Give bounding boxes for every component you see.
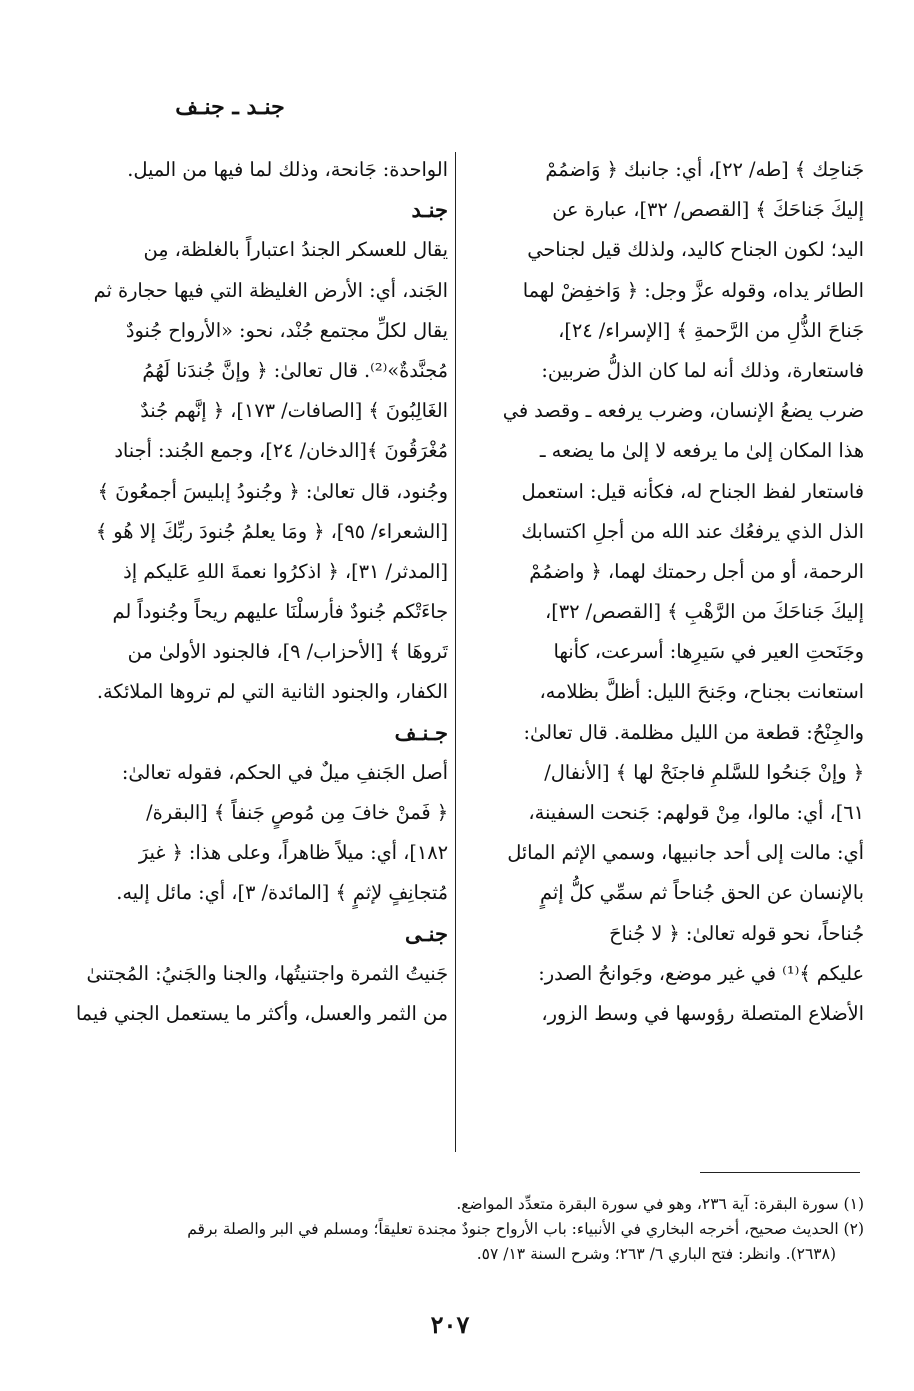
text-line: إليكَ جَناحَكَ ﴾ [القصص/ ٣٢]، عبارة عن	[552, 198, 864, 222]
text-line: وجُنود، قال تعالىٰ: ﴿ وجُنودُ إبليسَ أجمعُونَ ﴾	[97, 479, 448, 503]
entry-heading-label: جنـى	[405, 920, 448, 946]
text-line: جُناحاً، نحو قوله تعالىٰ: ﴿ لا جُناحَ	[609, 921, 864, 945]
text-line: والجِنْحُ: قطعة من الليل مظلمة. قال تعالىٰ:	[523, 720, 864, 744]
text-line: ١٨٢]، أي: ميلاً ظاهراً، وعلى هذا: ﴿ غيرَ	[138, 841, 448, 865]
footnotes	[44, 1192, 864, 1267]
text-line: تَروهَا ﴾ [الأحزاب/ ٩]، فالجنود الأولىٰ من	[127, 640, 448, 664]
text-line: فاستعار لفظ الجناح له، فكأنه قيل: استعمل	[521, 479, 864, 503]
text-line: جاءَتْكم جُنودٌ فأرسلْنَا عليهم ريحاً وجُنوداً لم	[112, 600, 448, 624]
text-line: جَنيتُ الثمرة واجتنيتُها، والجنا والجَنيُ: المُجتنىٰ	[86, 961, 448, 985]
entry-heading-jund	[42, 190, 448, 230]
text-line: هذا المكان إلىٰ ما يرفعه لا إلىٰ ما يضعه ـ	[539, 439, 864, 463]
text-line: يقال لكلِّ مجتمع جُنْد، نحو: «الأرواح جُنودٌ	[125, 318, 448, 342]
text-line: [الشعراء/ ٩٥]، ﴿ ومَا يعلمُ جُنودَ ربِّكَ إلا هُو ﴾	[95, 519, 448, 543]
text-line: جَناحِك ﴾ [طه/ ٢٢]، أي: جانبك ﴿ وَاضمُمْ	[545, 158, 864, 181]
text-line: مُغْرَقُونَ ﴾[الدخان/ ٢٤]، وجمع الجُند: أجناد	[114, 439, 448, 463]
page-number: ٢٠٧	[430, 1310, 470, 1339]
text-line: مُجنَّدةٌ»⁽²⁾. قال تعالىٰ: ﴿ وإنَّ جُندَنا لَهُمُ	[142, 358, 448, 382]
text-line: الواحدة: جَانحة، وذلك لما فيها من الميل.	[127, 158, 448, 181]
text-line: الطائر يداه، وقوله عزَّ وجل: ﴿ وَاخفِضْ لهما	[522, 278, 864, 302]
entry-heading-janaf	[42, 713, 448, 753]
text-line: أي: مالت إلى أحد جانبيها، وسمي الإثم المائل	[507, 841, 864, 865]
running-head: جنـد ـ جنـف	[175, 94, 285, 120]
footnote-1: (١) سورة البقرة: آية ٢٣٦، وهو في سورة البقرة متعدِّد المواضع.	[456, 1195, 864, 1213]
text-line: ﴿ وإنْ جَنحُوا للسَّلمِ فاجنَحْ لها ﴾ [الأنفال/	[544, 760, 864, 784]
text-line: استعانت بجناح، وجَنحَ الليل: أظلَّ بظلامه،	[539, 680, 864, 704]
footnote-2-continued: (٢٦٣٨). وانظر: فتح الباري ٦/ ٢٦٣؛ وشرح السنة ١٣/ ٥٧.	[476, 1245, 836, 1263]
text-line: جَناحَ الذُّلِ من الرَّحمةِ ﴾ [الإسراء/ ٢٤]،	[558, 318, 864, 342]
column-divider	[455, 152, 456, 1152]
text-line: مُتجانِفٍ لإثمٍ ﴾ [المائدة/ ٣]، أي: مائل إليه.	[116, 881, 448, 905]
text-line: أصل الجَنفِ ميلٌ في الحكم، فقوله تعالىٰ:	[121, 760, 448, 784]
text-line: الكفار، والجنود الثانية التي لم تروها الملائكة.	[96, 680, 448, 704]
text-line: الذل الذي يرفعُك عند الله من أجلِ اكتسابك	[521, 519, 864, 543]
right-column	[460, 150, 864, 1034]
text-line: فاستعارة، وذلك أنه لما كان الذلُّ ضربين:	[541, 358, 864, 382]
text-line: الأضلاع المتصلة رؤوسها في وسط الزور،	[541, 1001, 864, 1025]
text-line: عليكم ﴾⁽¹⁾ في غير موضع، وجَوانحُ الصدر:	[538, 961, 864, 985]
left-column	[42, 150, 448, 1034]
text-line: الجَند، أي: الأرض الغليظة التي فيها حجارة ثم	[93, 278, 448, 302]
text-line: ﴿ فَمنْ خافَ مِن مُوصٍ جَنفاً ﴾ [البقرة/	[146, 801, 448, 824]
text-line: إليكَ جَناحَكَ من الرَّهْبِ ﴾ [القصص/ ٣٢]،	[545, 600, 864, 624]
text-line: الغَالِبُونَ ﴾ [الصافات/ ١٧٣]، ﴿ إنَّهم جُندٌ	[140, 399, 448, 423]
text-line: يقال للعسكر الجندُ اعتباراً بالغلظة، مِن	[143, 238, 448, 262]
text-line: [المدثر/ ٣١]، ﴿ اذكرُوا نعمةَ اللهِ عَليكم إذ	[123, 559, 448, 583]
footnote-divider	[700, 1172, 860, 1173]
entry-heading-label: جـنـف	[394, 719, 448, 745]
text-line: ضرب يضعُ الإنسان، وضرب يرفعه ـ وقصد في	[502, 399, 864, 423]
entry-heading-jana	[42, 914, 448, 954]
text-line: ٦١]، أي: مالوا، مِنْ قولهم: جَنحت السفينة،	[528, 801, 864, 824]
text-line: من الثمر والعسل، وأكثر ما يستعمل الجني فيما	[75, 1001, 448, 1025]
footnote-2: (٢) الحديث صحيح، أخرجه البخاري في الأنبياء: باب الأرواح جنودٌ مجندة تعليقاً؛ ومسلم في البر والصلة برقم	[187, 1220, 864, 1238]
text-line: وجَنَحتِ العير في سَيرِها: أسرعت، كأنها	[553, 640, 864, 664]
text-line: بالإنسان عن الحق جُناحاً ثم سمِّي كلُّ إثمٍ	[540, 881, 864, 905]
text-line: اليد؛ لكون الجناح كاليد، ولذلك قيل لجناحي	[527, 238, 864, 262]
text-line: الرحمة، أو من أجل رحمتك لهما، ﴿ واضمُمْ	[529, 559, 864, 583]
entry-heading-label: جنـد	[411, 197, 448, 223]
